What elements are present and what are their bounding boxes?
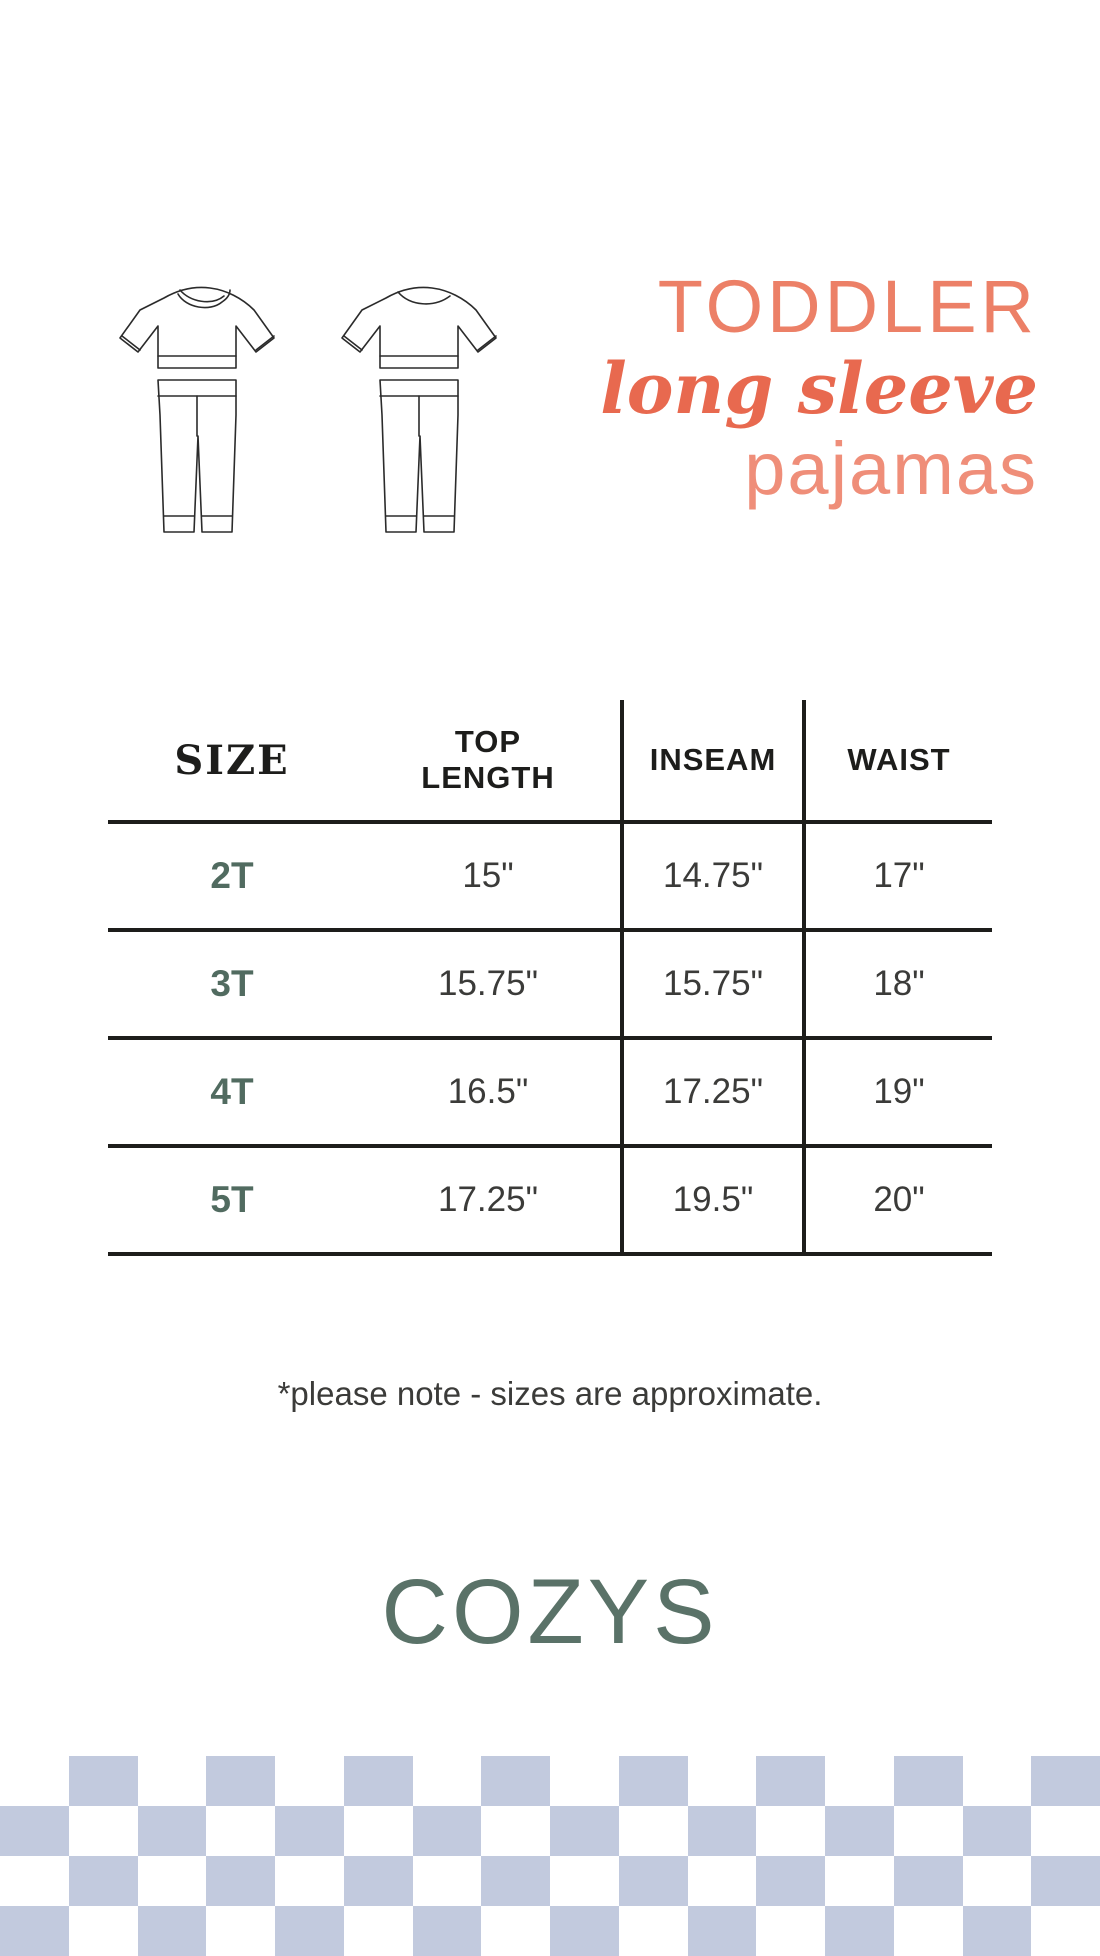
size-chart-table <box>108 700 992 1256</box>
title-line-3: pajamas <box>744 427 1038 510</box>
checker-cell <box>0 1756 69 1806</box>
checker-cell <box>825 1856 894 1906</box>
checker-cell <box>894 1856 963 1906</box>
cell-waist: 20" <box>873 1180 925 1219</box>
pajama-set-line-drawing <box>60 240 560 600</box>
cell-top-length: 15.75" <box>437 964 538 1003</box>
checker-cell <box>206 1856 275 1906</box>
table-row <box>108 1146 992 1254</box>
checker-cell <box>206 1906 275 1956</box>
checker-cell <box>413 1856 482 1906</box>
checker-cell <box>756 1756 825 1806</box>
checker-cell <box>138 1756 207 1806</box>
column-header-top-length-line1: TOP <box>454 724 522 760</box>
cell-size: 2T <box>210 855 254 896</box>
checker-cell <box>756 1856 825 1906</box>
checker-cell <box>963 1906 1032 1956</box>
column-header-top-length-line2: LENGTH <box>421 760 555 795</box>
checker-cell <box>69 1806 138 1856</box>
checker-cell <box>894 1806 963 1856</box>
checker-cell <box>413 1756 482 1806</box>
checker-cell <box>825 1906 894 1956</box>
checker-cell <box>550 1806 619 1856</box>
cell-top-length: 16.5" <box>447 1072 529 1111</box>
checker-cell <box>688 1906 757 1956</box>
checker-cell <box>275 1906 344 1956</box>
checker-cell <box>1031 1756 1100 1806</box>
hero-section <box>0 210 1100 610</box>
cell-inseam: 17.25" <box>622 1038 804 1146</box>
cell-inseam: 15.75" <box>622 930 804 1038</box>
checker-cell <box>69 1756 138 1806</box>
column-header-inseam: INSEAM <box>622 700 804 822</box>
checker-cell <box>69 1856 138 1906</box>
checker-row <box>0 1906 1100 1956</box>
checker-cell <box>138 1856 207 1906</box>
checker-cell <box>963 1806 1032 1856</box>
cell-waist: 17" <box>873 856 925 895</box>
checker-cell <box>0 1906 69 1956</box>
title-line-1: TODDLER <box>657 265 1038 348</box>
cell-inseam: 19.5" <box>622 1146 804 1254</box>
checker-cell <box>688 1856 757 1906</box>
checker-cell <box>756 1906 825 1956</box>
checkerboard-footer <box>0 1756 1100 1956</box>
checker-cell <box>963 1756 1032 1806</box>
column-header-size: SIZE <box>174 736 290 784</box>
cell-size: 4T <box>210 1071 254 1112</box>
checker-cell <box>550 1756 619 1806</box>
checker-cell <box>138 1806 207 1856</box>
checker-row <box>0 1806 1100 1856</box>
checker-cell <box>688 1806 757 1856</box>
checker-cell <box>344 1806 413 1856</box>
checker-cell <box>1031 1906 1100 1956</box>
checker-cell <box>275 1856 344 1906</box>
checker-cell <box>344 1906 413 1956</box>
checker-cell <box>894 1756 963 1806</box>
checker-cell <box>0 1856 69 1906</box>
checker-cell <box>619 1806 688 1856</box>
checker-cell <box>619 1756 688 1806</box>
checker-cell <box>413 1906 482 1956</box>
checker-cell <box>825 1806 894 1856</box>
cell-waist: 19" <box>873 1072 925 1111</box>
checker-cell <box>825 1756 894 1806</box>
table-header <box>108 700 992 822</box>
column-header-waist: WAIST <box>847 742 951 777</box>
checker-cell <box>1031 1856 1100 1906</box>
checker-cell <box>481 1906 550 1956</box>
page-title <box>568 265 1038 510</box>
checker-cell <box>206 1756 275 1806</box>
checker-cell <box>138 1906 207 1956</box>
checker-cell <box>756 1806 825 1856</box>
checker-cell <box>275 1806 344 1856</box>
checker-cell <box>344 1856 413 1906</box>
brand-name: COZYS <box>381 1561 719 1663</box>
cell-size: 3T <box>210 963 254 1004</box>
cell-inseam: 14.75" <box>622 822 804 930</box>
table-row <box>108 1038 992 1146</box>
checker-cell <box>619 1856 688 1906</box>
checker-cell <box>413 1806 482 1856</box>
checker-cell <box>619 1906 688 1956</box>
checker-cell <box>963 1856 1032 1906</box>
checker-cell <box>206 1806 275 1856</box>
checker-cell <box>481 1856 550 1906</box>
checker-cell <box>481 1756 550 1806</box>
checker-cell <box>69 1906 138 1956</box>
checker-cell <box>550 1856 619 1906</box>
cell-top-length: 17.25" <box>437 1180 538 1219</box>
checker-row <box>0 1856 1100 1906</box>
checker-cell <box>275 1756 344 1806</box>
cell-top-length: 15" <box>462 856 514 895</box>
cell-waist: 18" <box>873 964 925 1003</box>
table-row <box>108 822 992 930</box>
checker-cell <box>1031 1806 1100 1856</box>
checker-cell <box>481 1806 550 1856</box>
checker-cell <box>344 1756 413 1806</box>
checker-cell <box>688 1756 757 1806</box>
cell-size: 5T <box>210 1179 254 1220</box>
checker-cell <box>0 1806 69 1856</box>
column-header-top-length <box>356 700 622 822</box>
checker-cell <box>550 1906 619 1956</box>
checker-row <box>0 1756 1100 1806</box>
approximate-sizes-note: *please note - sizes are approximate. <box>277 1375 823 1412</box>
table-row <box>108 930 992 1038</box>
table-header-row <box>108 700 992 822</box>
title-line-2: long sleeve <box>600 347 1038 430</box>
size-chart-table-wrapper <box>108 700 992 1256</box>
table-body <box>108 822 992 1254</box>
checker-cell <box>894 1906 963 1956</box>
